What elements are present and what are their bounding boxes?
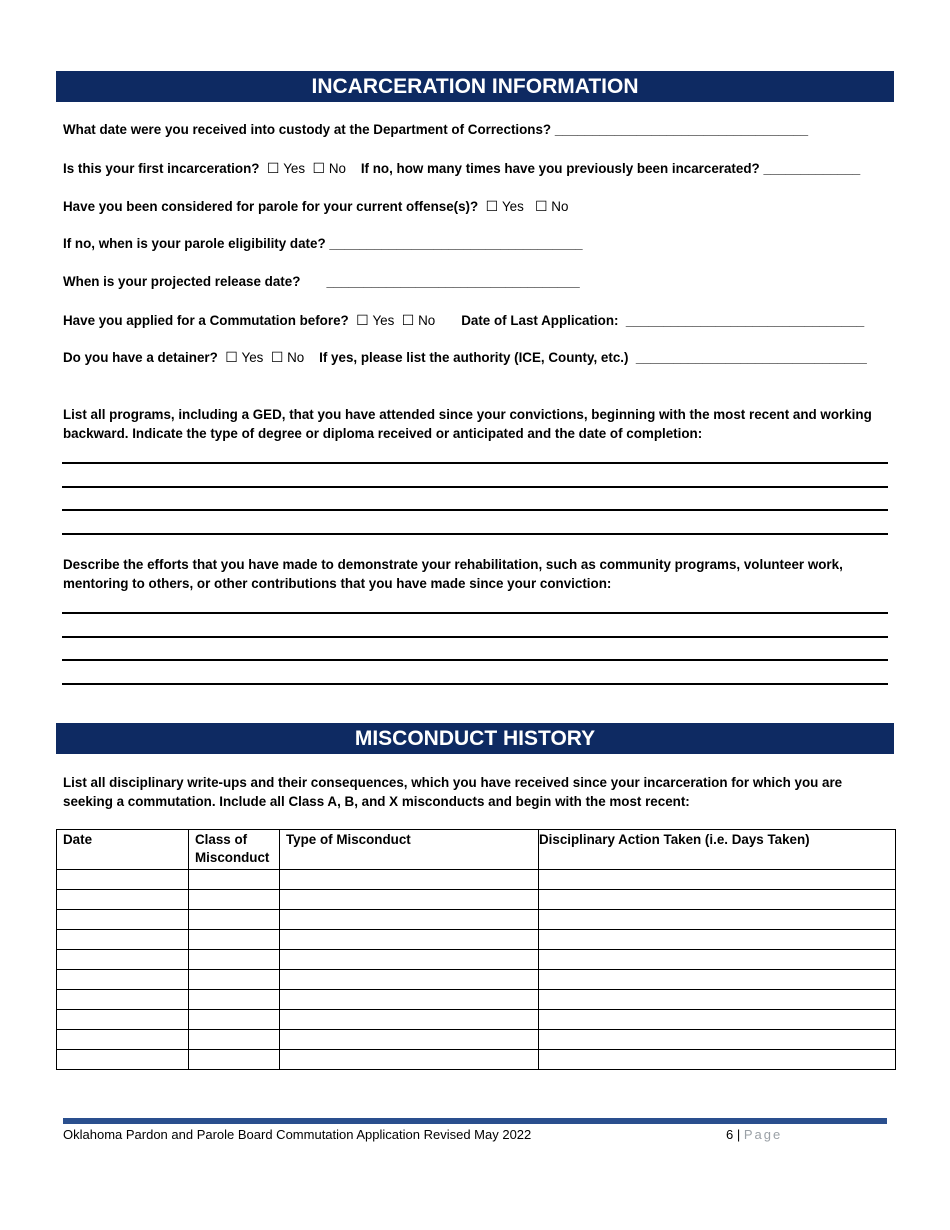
header-action: Disciplinary Action Taken (i.e. Days Taken): [539, 830, 896, 870]
rehabilitation-line-3[interactable]: [62, 659, 888, 661]
type-cell[interactable]: [280, 990, 539, 1010]
programs-line-1[interactable]: [62, 462, 888, 464]
class-cell[interactable]: [189, 910, 280, 930]
custody-date-field[interactable]: __________________________________: [554, 122, 809, 137]
type-cell[interactable]: [280, 970, 539, 990]
class-cell[interactable]: [189, 1010, 280, 1030]
action-cell[interactable]: [539, 970, 896, 990]
programs-prompt: List all programs, including a GED, that you have attended since your convictions, beginning with the most recent and working backward. Indicate the type of degree or diploma received or anticipated and the date of completion:: [63, 407, 872, 441]
yes-label: Yes: [372, 313, 395, 328]
question-release-date: [63, 274, 580, 290]
rehabilitation-line-2[interactable]: [62, 636, 888, 638]
page-word: Page: [743, 1127, 783, 1142]
no-label: No: [287, 350, 305, 365]
action-cell[interactable]: [539, 890, 896, 910]
yes-label: Yes: [241, 350, 264, 365]
type-cell[interactable]: [280, 890, 539, 910]
authority-label: If yes, please list the authority (ICE, County, etc.): [319, 350, 629, 365]
date-cell[interactable]: [57, 990, 189, 1010]
table-row: [57, 890, 896, 910]
table-header-row: [57, 830, 896, 870]
table-row: [57, 1050, 896, 1070]
action-cell[interactable]: [539, 870, 896, 890]
question-custody-date: [63, 122, 808, 138]
date-cell[interactable]: [57, 1030, 189, 1050]
rehabilitation-prompt: Describe the efforts that you have made to demonstrate your rehabilitation, such as community programs, volunteer work, mentoring to others, or other contributions that you have made since your conviction:: [63, 557, 843, 591]
custody-date-label: What date were you received into custody at the Department of Corrections?: [63, 122, 552, 137]
times-previous-label: If no, how many times have you previously been incarcerated?: [360, 161, 760, 176]
question-detainer: [63, 349, 867, 366]
date-cell[interactable]: [57, 950, 189, 970]
date-cell[interactable]: [57, 910, 189, 930]
header-date: Date: [57, 830, 189, 870]
class-cell[interactable]: [189, 990, 280, 1010]
question-eligibility-date: [63, 236, 583, 252]
detainer-yes-checkbox[interactable]: ☐: [225, 349, 238, 365]
header-type: Type of Misconduct: [280, 830, 539, 870]
eligibility-label: If no, when is your parole eligibility date?: [63, 236, 326, 251]
action-cell[interactable]: [539, 950, 896, 970]
last-application-label: Date of Last Application:: [461, 313, 619, 328]
yes-label: Yes: [501, 199, 524, 214]
no-label: No: [551, 199, 569, 214]
table-row: [57, 950, 896, 970]
misconduct-table: [56, 829, 896, 1070]
type-cell[interactable]: [280, 910, 539, 930]
programs-line-3[interactable]: [62, 509, 888, 511]
date-cell[interactable]: [57, 890, 189, 910]
programs-line-2[interactable]: [62, 486, 888, 488]
section-header-incarceration: INCARCERATION INFORMATION: [56, 71, 894, 102]
page-number-value: 6: [726, 1127, 734, 1142]
class-cell[interactable]: [189, 870, 280, 890]
header-class: Class of Misconduct: [189, 830, 280, 870]
commutation-before-no-checkbox[interactable]: ☐: [401, 312, 415, 328]
parole-considered-label: Have you been considered for parole for your current offense(s)?: [63, 199, 479, 214]
programs-line-4[interactable]: [62, 533, 888, 535]
release-label: When is your projected release date?: [63, 274, 301, 289]
date-cell[interactable]: [57, 970, 189, 990]
commutation-before-yes-checkbox[interactable]: ☐: [356, 312, 369, 328]
date-cell[interactable]: [57, 870, 189, 890]
no-label: No: [418, 313, 436, 328]
class-cell[interactable]: [189, 930, 280, 950]
detainer-label: Do you have a detainer?: [63, 350, 218, 365]
action-cell[interactable]: [539, 1030, 896, 1050]
date-cell[interactable]: [57, 1010, 189, 1030]
first-incarceration-label: Is this your first incarceration?: [63, 161, 260, 176]
table-row: [57, 870, 896, 890]
first-incarceration-yes-checkbox[interactable]: ☐: [266, 160, 280, 176]
type-cell[interactable]: [280, 930, 539, 950]
parole-considered-yes-checkbox[interactable]: ☐: [485, 198, 499, 214]
table-row: [57, 930, 896, 950]
class-cell[interactable]: [189, 1050, 280, 1070]
misconduct-prompt: List all disciplinary write-ups and their consequences, which you have received since your incarceration for which you are seeking a commutation. Include all Class A, B, and X misconducts and begin with the most recent:: [63, 775, 843, 809]
section-header-misconduct: MISCONDUCT HISTORY: [56, 723, 894, 754]
action-cell[interactable]: [539, 1010, 896, 1030]
question-commutation-before: [63, 312, 864, 329]
action-cell[interactable]: [539, 990, 896, 1010]
first-incarceration-no-checkbox[interactable]: ☐: [312, 160, 326, 176]
date-cell[interactable]: [57, 1050, 189, 1070]
type-cell[interactable]: [280, 950, 539, 970]
eligibility-date-field[interactable]: __________________________________: [329, 236, 583, 251]
no-label: No: [328, 161, 346, 176]
action-cell[interactable]: [539, 930, 896, 950]
class-cell[interactable]: [189, 890, 280, 910]
question-first-incarceration: [63, 160, 860, 177]
type-cell[interactable]: [280, 1010, 539, 1030]
table-row: [57, 990, 896, 1010]
page-separator: |: [736, 1127, 741, 1142]
page-number: [726, 1127, 782, 1143]
type-cell[interactable]: [280, 1030, 539, 1050]
last-application-field[interactable]: ________________________________: [625, 313, 865, 328]
action-cell[interactable]: [539, 1050, 896, 1070]
type-cell[interactable]: [280, 870, 539, 890]
table-row: [57, 910, 896, 930]
times-previous-field[interactable]: _____________: [763, 161, 861, 176]
table-row: [57, 1010, 896, 1030]
yes-label: Yes: [283, 161, 306, 176]
footer-text: Oklahoma Pardon and Parole Board Commutation Application Revised May 2022: [63, 1127, 532, 1142]
class-cell[interactable]: [189, 1030, 280, 1050]
table-row: [57, 1030, 896, 1050]
table-row: [57, 970, 896, 990]
date-cell[interactable]: [57, 930, 189, 950]
question-parole-considered: [63, 198, 568, 215]
type-cell[interactable]: [280, 1050, 539, 1070]
authority-field[interactable]: _______________________________: [635, 350, 867, 365]
detainer-no-checkbox[interactable]: ☐: [270, 349, 284, 365]
footer-divider: [63, 1118, 887, 1124]
class-cell[interactable]: [189, 950, 280, 970]
class-cell[interactable]: [189, 970, 280, 990]
parole-considered-no-checkbox[interactable]: ☐: [534, 198, 548, 214]
rehabilitation-line-4[interactable]: [62, 683, 888, 685]
action-cell[interactable]: [539, 910, 896, 930]
commutation-before-label: Have you applied for a Commutation before?: [63, 313, 349, 328]
release-date-field[interactable]: __________________________________: [326, 274, 580, 289]
rehabilitation-line-1[interactable]: [62, 612, 888, 614]
